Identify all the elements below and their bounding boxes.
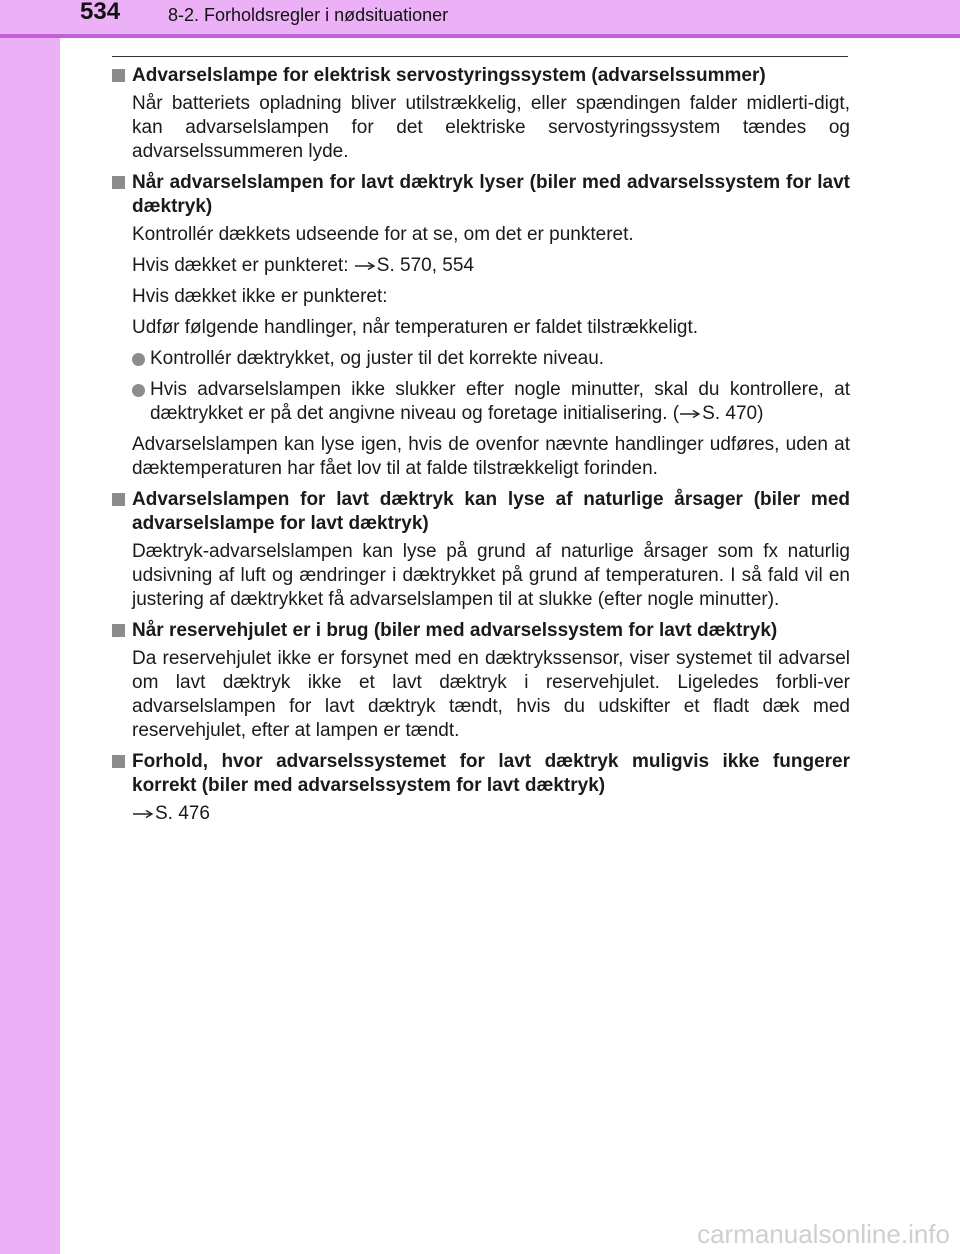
watermark: carmanualsonline.info <box>697 1219 950 1249</box>
header-band <box>0 0 960 34</box>
arrow-right-icon <box>354 261 376 271</box>
paragraph: Kontrollér dækkets udseende for at se, om det er punkteret. <box>132 224 634 245</box>
square-marker-icon <box>112 755 125 768</box>
page-reference-link[interactable]: S. 570, 554 <box>376 255 474 276</box>
heading-spare-wheel: Når reservehjulet er i brug (biler med advarselssystem for lavt dæktryk) <box>112 619 850 643</box>
square-marker-icon <box>112 176 125 189</box>
heading-system-malfunction: Forhold, hvor advarselssystemet for lavt dæktryk muligvis ikke fungerer korrekt (biler med advarselssystem for lavt dæktryk) <box>112 750 850 798</box>
paragraph-reference <box>112 802 850 826</box>
page-number: 534 <box>80 0 121 25</box>
heading-natural-causes: Advarselslampen for lavt dæktryk kan lyse af naturlige årsager (biler med advarselslampe for lavt dæktryk) <box>112 488 850 536</box>
page-sidebar-band <box>0 0 60 1254</box>
paragraph-reference: Hvis dækket er punkteret: S. 570, 554 <box>132 255 474 276</box>
paragraph: Da reservehjulet ikke er forsynet med en dæktrykssensor, viser systemet til advarsel om lavt dæktryk ikke et lavt dæktryk i reservehjulet. Ligeledes forbli-ver advarselslampen for lavt dæktryk tændt, hvis du udskifter et fladt dæk med reservehjulet, efter at lampen er tændt. <box>132 648 850 741</box>
arrow-right-icon <box>132 809 154 819</box>
paragraph: Hvis dækket ikke er punkteret: <box>132 286 388 307</box>
section-title: 8-2. Forholdsregler i nødsituationer <box>168 5 449 25</box>
square-marker-icon <box>112 624 125 637</box>
paragraph: Advarselslampen kan lyse igen, hvis de ovenfor nævnte handlinger udføres, uden at dæktemperaturen har fået lov til at falde tilstrækkeligt forinden. <box>132 434 850 479</box>
list-item: Kontrollér dæktrykket, og juster til det korrekte niveau. <box>112 347 850 371</box>
square-marker-icon <box>112 69 125 82</box>
heading-servo-warning: Advarselslampe for elektrisk servostyringssystem (advarselssummer) <box>112 64 850 88</box>
page-content <box>112 64 850 833</box>
header-rule <box>0 34 960 38</box>
content-top-rule <box>112 56 848 57</box>
paragraph: Udfør følgende handlinger, når temperaturen er faldet tilstrækkeligt. <box>132 317 699 338</box>
paragraph: Dæktryk-advarselslampen kan lyse på grund af naturlige årsager som fx naturlig udsivning af luft og ændringer i dæktrykket på grund af temperaturen. I så fald vil en justering af dæktrykket få advarselslampen til at slukke (efter nogle minutter). <box>132 541 850 610</box>
bullet-dot-icon <box>132 384 145 397</box>
bullet-dot-icon <box>132 353 145 366</box>
arrow-right-icon <box>679 409 701 419</box>
paragraph: Når batteriets opladning bliver utilstrækkelig, eller spændingen falder midlerti-digt, kan advarselslampen for det elektriske servostyringssystem tændes og advarselssummeren lyde. <box>132 93 850 162</box>
page-reference-link[interactable]: S. 470) <box>702 403 764 424</box>
square-marker-icon <box>112 493 125 506</box>
heading-tire-pressure-light: Når advarselslampen for lavt dæktryk lyser (biler med advarselssystem for lavt dæktryk) <box>112 171 850 219</box>
page-reference-link[interactable]: S. 476 <box>155 803 210 824</box>
list-item: Hvis advarselslampen ikke slukker efter nogle minutter, skal du kontrollere, at dæktrykket er på det angivne niveau og foretage initialisering. ( S. 470) <box>112 378 850 426</box>
